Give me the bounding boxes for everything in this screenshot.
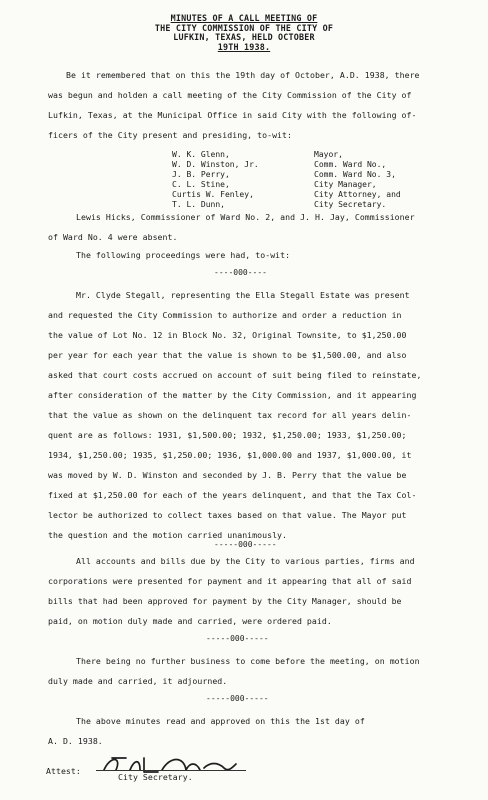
- paragraph-3-line: paid, on motion duly made and carried, were ordered paid.: [48, 616, 332, 626]
- paragraph-2-line: after consideration of the matter by the City Commission, and it appearing: [48, 390, 417, 400]
- paragraph-1-line: was begun and holden a call meeting of the City Commission of the City of: [48, 90, 412, 100]
- officer-title: Comm. Ward No.,: [314, 160, 387, 169]
- absent-line: Lewis Hicks, Commissioner of Ward No. 2, and J. H. Jay, Commissioner: [76, 212, 415, 222]
- attest-label: Attest:: [46, 766, 81, 776]
- officer-name: T. L. Dunn,: [172, 200, 225, 209]
- paragraph-4-line: duly made and carried, it adjourned.: [48, 676, 228, 686]
- officer-title: City Attorney, and: [314, 190, 401, 199]
- section-divider: -----000-----: [206, 634, 269, 643]
- paragraph-2-line: quent are as follows: 1931, $1,500.00; 1932, $1,250.00; 1933, $1,250.00;: [48, 430, 407, 440]
- officer-name: C. L. Stine,: [172, 180, 230, 189]
- paragraph-2-line: lector be authorized to collect taxes based on that value. The Mayor put: [48, 510, 407, 520]
- paragraph-1-line: Lufkin, Texas, at the Municipal Office in said City with the following of-: [48, 110, 417, 120]
- officer-name: Curtis W. Fenley,: [172, 190, 254, 199]
- paragraph-2-line: fixed at $1,250.00 for each of the years delinquent, and that the Tax Col-: [48, 490, 417, 500]
- officer-name: W. K. Glenn,: [172, 150, 230, 159]
- officer-name: W. D. Winston, Jr.: [172, 160, 259, 169]
- section-divider: -----000-----: [206, 694, 269, 703]
- paragraph-2-line: was moved by W. D. Winston and seconded by J. B. Perry that the value be: [48, 470, 407, 480]
- absent-line: of Ward No. 4 were absent.: [48, 232, 178, 242]
- paragraph-3-line: corporations were presented for payment and it appearing that all of said: [48, 576, 412, 586]
- paragraph-5-line: The above minutes read and approved on this the 1st day of: [76, 716, 365, 726]
- section-divider: -----000-----: [214, 540, 277, 549]
- signature-role: City Secretary.: [118, 772, 193, 782]
- paragraph-2-line: 1934, $1,250.00; 1935, $1,250.00; 1936, $1,000.00 and 1937, $1,000.00, it: [48, 450, 412, 460]
- paragraph-2-line: the value of Lot No. 12 in Block No. 32, Original Townsite, to $1,250.00: [48, 330, 407, 340]
- header-line-4: 19TH 1938.: [217, 41, 271, 52]
- paragraph-3-line: All accounts and bills due by the City to various parties, firms and: [76, 556, 415, 566]
- paragraph-3-line: bills that had been approved for payment by the City Manager, should be: [48, 596, 402, 606]
- header-line-2: THE CITY COMMISSION OF THE CITY OF: [154, 22, 334, 33]
- officer-name: J. B. Perry,: [172, 170, 230, 179]
- paragraph-5-line: A. D. 1938.: [48, 736, 103, 746]
- proceedings-line: The following proceedings were had, to-wit:: [76, 250, 291, 260]
- paragraph-1-line: ficers of the City present and presiding, to-wit:: [48, 130, 292, 140]
- paragraph-2-line: that the value as shown on the delinquent tax record for all years delin-: [48, 410, 412, 420]
- officer-title: Mayor,: [314, 150, 343, 159]
- minutes-header: [0, 14, 488, 52]
- header-line-1: MINUTES OF A CALL MEETING OF: [170, 13, 318, 23]
- paragraph-2-line: the question and the motion carried unanimously.: [48, 530, 288, 540]
- officer-title: Comm. Ward No. 3,: [314, 170, 396, 179]
- signature-line: [96, 770, 246, 771]
- paragraph-1-line: Be it remembered that on this the 19th day of October, A.D. 1938, there: [66, 70, 420, 80]
- paragraph-2-line: asked that court costs accrued on account of suit being filed to reinstate,: [48, 370, 422, 380]
- officer-title: City Secretary.: [314, 200, 387, 209]
- section-divider: ----000----: [214, 268, 267, 277]
- paragraph-2-line: Mr. Clyde Stegall, representing the Ella Stegall Estate was present: [76, 290, 410, 300]
- officer-title: City Manager,: [314, 180, 377, 189]
- header-line-3: LUFKIN, TEXAS, HELD OCTOBER: [173, 32, 315, 43]
- paragraph-2-line: per year for each year that the value is shown to be $1,500.00, and also: [48, 350, 407, 360]
- paragraph-4-line: There being no further business to come before the meeting, on motion: [76, 656, 420, 666]
- paragraph-2-line: and requested the City Commission to authorize and order a reduction in: [48, 310, 402, 320]
